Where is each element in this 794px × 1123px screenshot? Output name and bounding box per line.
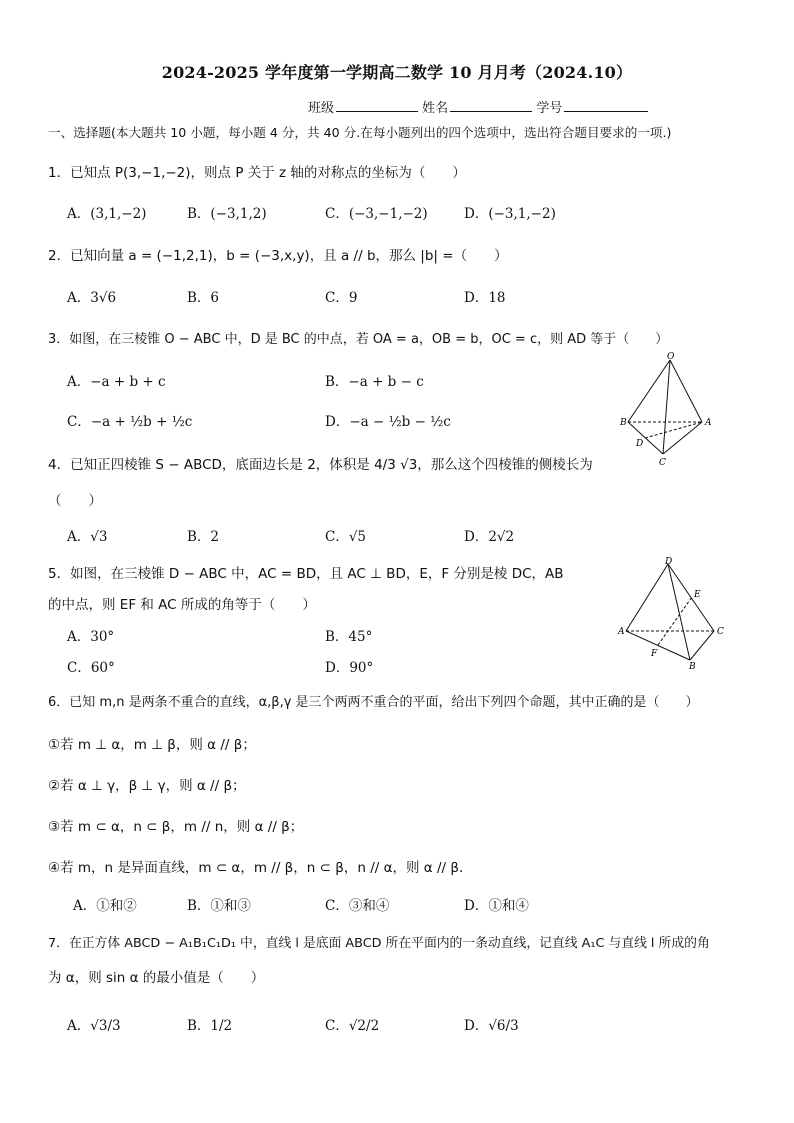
q7-option-a[interactable]: A．√3/3 — [67, 1018, 121, 1034]
fig1-label-o: O — [667, 352, 675, 362]
question-3-stem: 3．如图，在三棱锥 O − ABC 中，D 是 BC 的中点，若 OA = a，OB = b，OC = c，则 AD 等于（ ） — [48, 332, 669, 347]
name-blank[interactable] — [450, 99, 532, 112]
q3-option-b[interactable]: B．−a + b − c — [325, 374, 424, 390]
q1-option-a[interactable]: A．(3,1,−2) — [67, 206, 147, 222]
fig2-label-b: B — [689, 662, 696, 672]
question-4-stem-cont: （ ） — [48, 493, 102, 509]
q2-option-a[interactable]: A．3√6 — [67, 290, 117, 306]
q2-option-b[interactable]: B．6 — [187, 290, 220, 306]
q6-option-d[interactable]: D．①和④ — [464, 898, 529, 914]
question-7-stem: 7．在正方体 ABCD − A₁B₁C₁D₁ 中，直线 l 是底面 ABCD 所在平面内的一条动直线，记直线 A₁C 与直线 l 所成的角 — [48, 936, 710, 951]
question-2-stem: 2．已知向量 a = (−1,2,1)，b = (−3,x,y)，且 a // b，那么 |b| =（ ） — [48, 248, 508, 264]
q6-proposition-1: ①若 m ⊥ α，m ⊥ β，则 α // β； — [48, 737, 256, 753]
q1-option-b[interactable]: B．(−3,1,2) — [187, 206, 267, 222]
question-1-stem: 1．已知点 P(3,−1,−2)，则点 P 关于 z 轴的对称点的坐标为（ ） — [48, 165, 466, 181]
question-5-stem: 5．如图，在三棱锥 D − ABC 中，AC = BD，且 AC ⊥ BD，E，F 分别是棱 DC，AB — [48, 566, 564, 582]
student-info — [308, 97, 648, 116]
q7-option-d[interactable]: D．√6/3 — [464, 1018, 519, 1034]
class-label: 班级 — [308, 101, 335, 116]
q6-proposition-3: ③若 m ⊂ α，n ⊂ β，m // n，则 α // β； — [48, 819, 304, 835]
fig1-label-d: D — [636, 439, 644, 449]
q4-option-a[interactable]: A．√3 — [67, 529, 108, 545]
q4-option-d[interactable]: D．2√2 — [464, 529, 515, 545]
q3-option-a[interactable]: A．−a + b + c — [67, 374, 166, 390]
question-7-stem-cont: 为 α，则 sin α 的最小值是（ ） — [48, 970, 265, 986]
fig1-label-a: A — [705, 418, 712, 428]
class-blank[interactable] — [336, 99, 418, 112]
section-heading: 一、选择题(本大题共 10 小题，每小题 4 分，共 40 分.在每小题列出的四个选项中，选出符合题目要求的一项.) — [48, 125, 672, 140]
fig2-label-f: F — [651, 649, 658, 659]
q6-option-a[interactable]: A．①和② — [73, 898, 137, 914]
q5-option-a[interactable]: A．30° — [67, 629, 115, 645]
fig1-label-c: C — [659, 458, 666, 468]
name-label: 姓名 — [422, 101, 449, 116]
q5-option-c[interactable]: C．60° — [67, 660, 115, 676]
q6-option-c[interactable]: C．③和④ — [325, 898, 390, 914]
q6-option-b[interactable]: B．①和③ — [187, 898, 251, 914]
q2-option-c[interactable]: C．9 — [325, 290, 358, 306]
q7-option-c[interactable]: C．√2/2 — [325, 1018, 380, 1034]
figure-tetrahedron-oabc — [618, 352, 718, 468]
q1-option-c[interactable]: C．(−3,−1,−2) — [325, 206, 428, 222]
q6-proposition-2: ②若 α ⊥ γ，β ⊥ γ，则 α // β； — [48, 778, 246, 794]
q6-proposition-4: ④若 m，n 是异面直线，m ⊂ α，m // β，n ⊂ β，n // α，则 α // β． — [48, 860, 473, 876]
q5-option-b[interactable]: B．45° — [325, 629, 373, 645]
exam-title: 2024-2025 学年度第一学期高二数学 10 月月考（2024.10） — [161, 63, 633, 82]
q7-option-b[interactable]: B．1/2 — [187, 1018, 233, 1034]
q3-option-d[interactable]: D．−a − ½b − ½c — [325, 414, 451, 430]
fig2-label-c: C — [717, 627, 724, 637]
q1-option-d[interactable]: D．(−3,1,−2) — [464, 206, 556, 222]
question-5-stem-cont: 的中点，则 EF 和 AC 所成的角等于（ ） — [48, 597, 316, 613]
question-4-stem: 4．已知正四棱锥 S − ABCD，底面边长是 2，体积是 4/3 √3，那么这个四棱锥的侧棱长为 — [48, 457, 593, 473]
figure-tetrahedron-dabc — [616, 556, 728, 672]
id-label: 学号 — [536, 101, 563, 116]
fig1-label-b: B — [620, 418, 627, 428]
id-blank[interactable] — [564, 99, 648, 112]
q4-option-c[interactable]: C．√5 — [325, 529, 367, 545]
question-6-stem: 6．已知 m,n 是两条不重合的直线，α,β,γ 是三个两两不重合的平面，给出下列四个命题，其中正确的是（ ） — [48, 695, 699, 710]
fig2-label-e: E — [694, 590, 701, 600]
q3-option-c[interactable]: C．−a + ½b + ½c — [67, 414, 193, 430]
fig2-label-d: D — [665, 557, 673, 567]
fig2-label-a: A — [618, 627, 625, 637]
q4-option-b[interactable]: B．2 — [187, 529, 220, 545]
q2-option-d[interactable]: D．18 — [464, 290, 506, 306]
q5-option-d[interactable]: D．90° — [325, 660, 374, 676]
